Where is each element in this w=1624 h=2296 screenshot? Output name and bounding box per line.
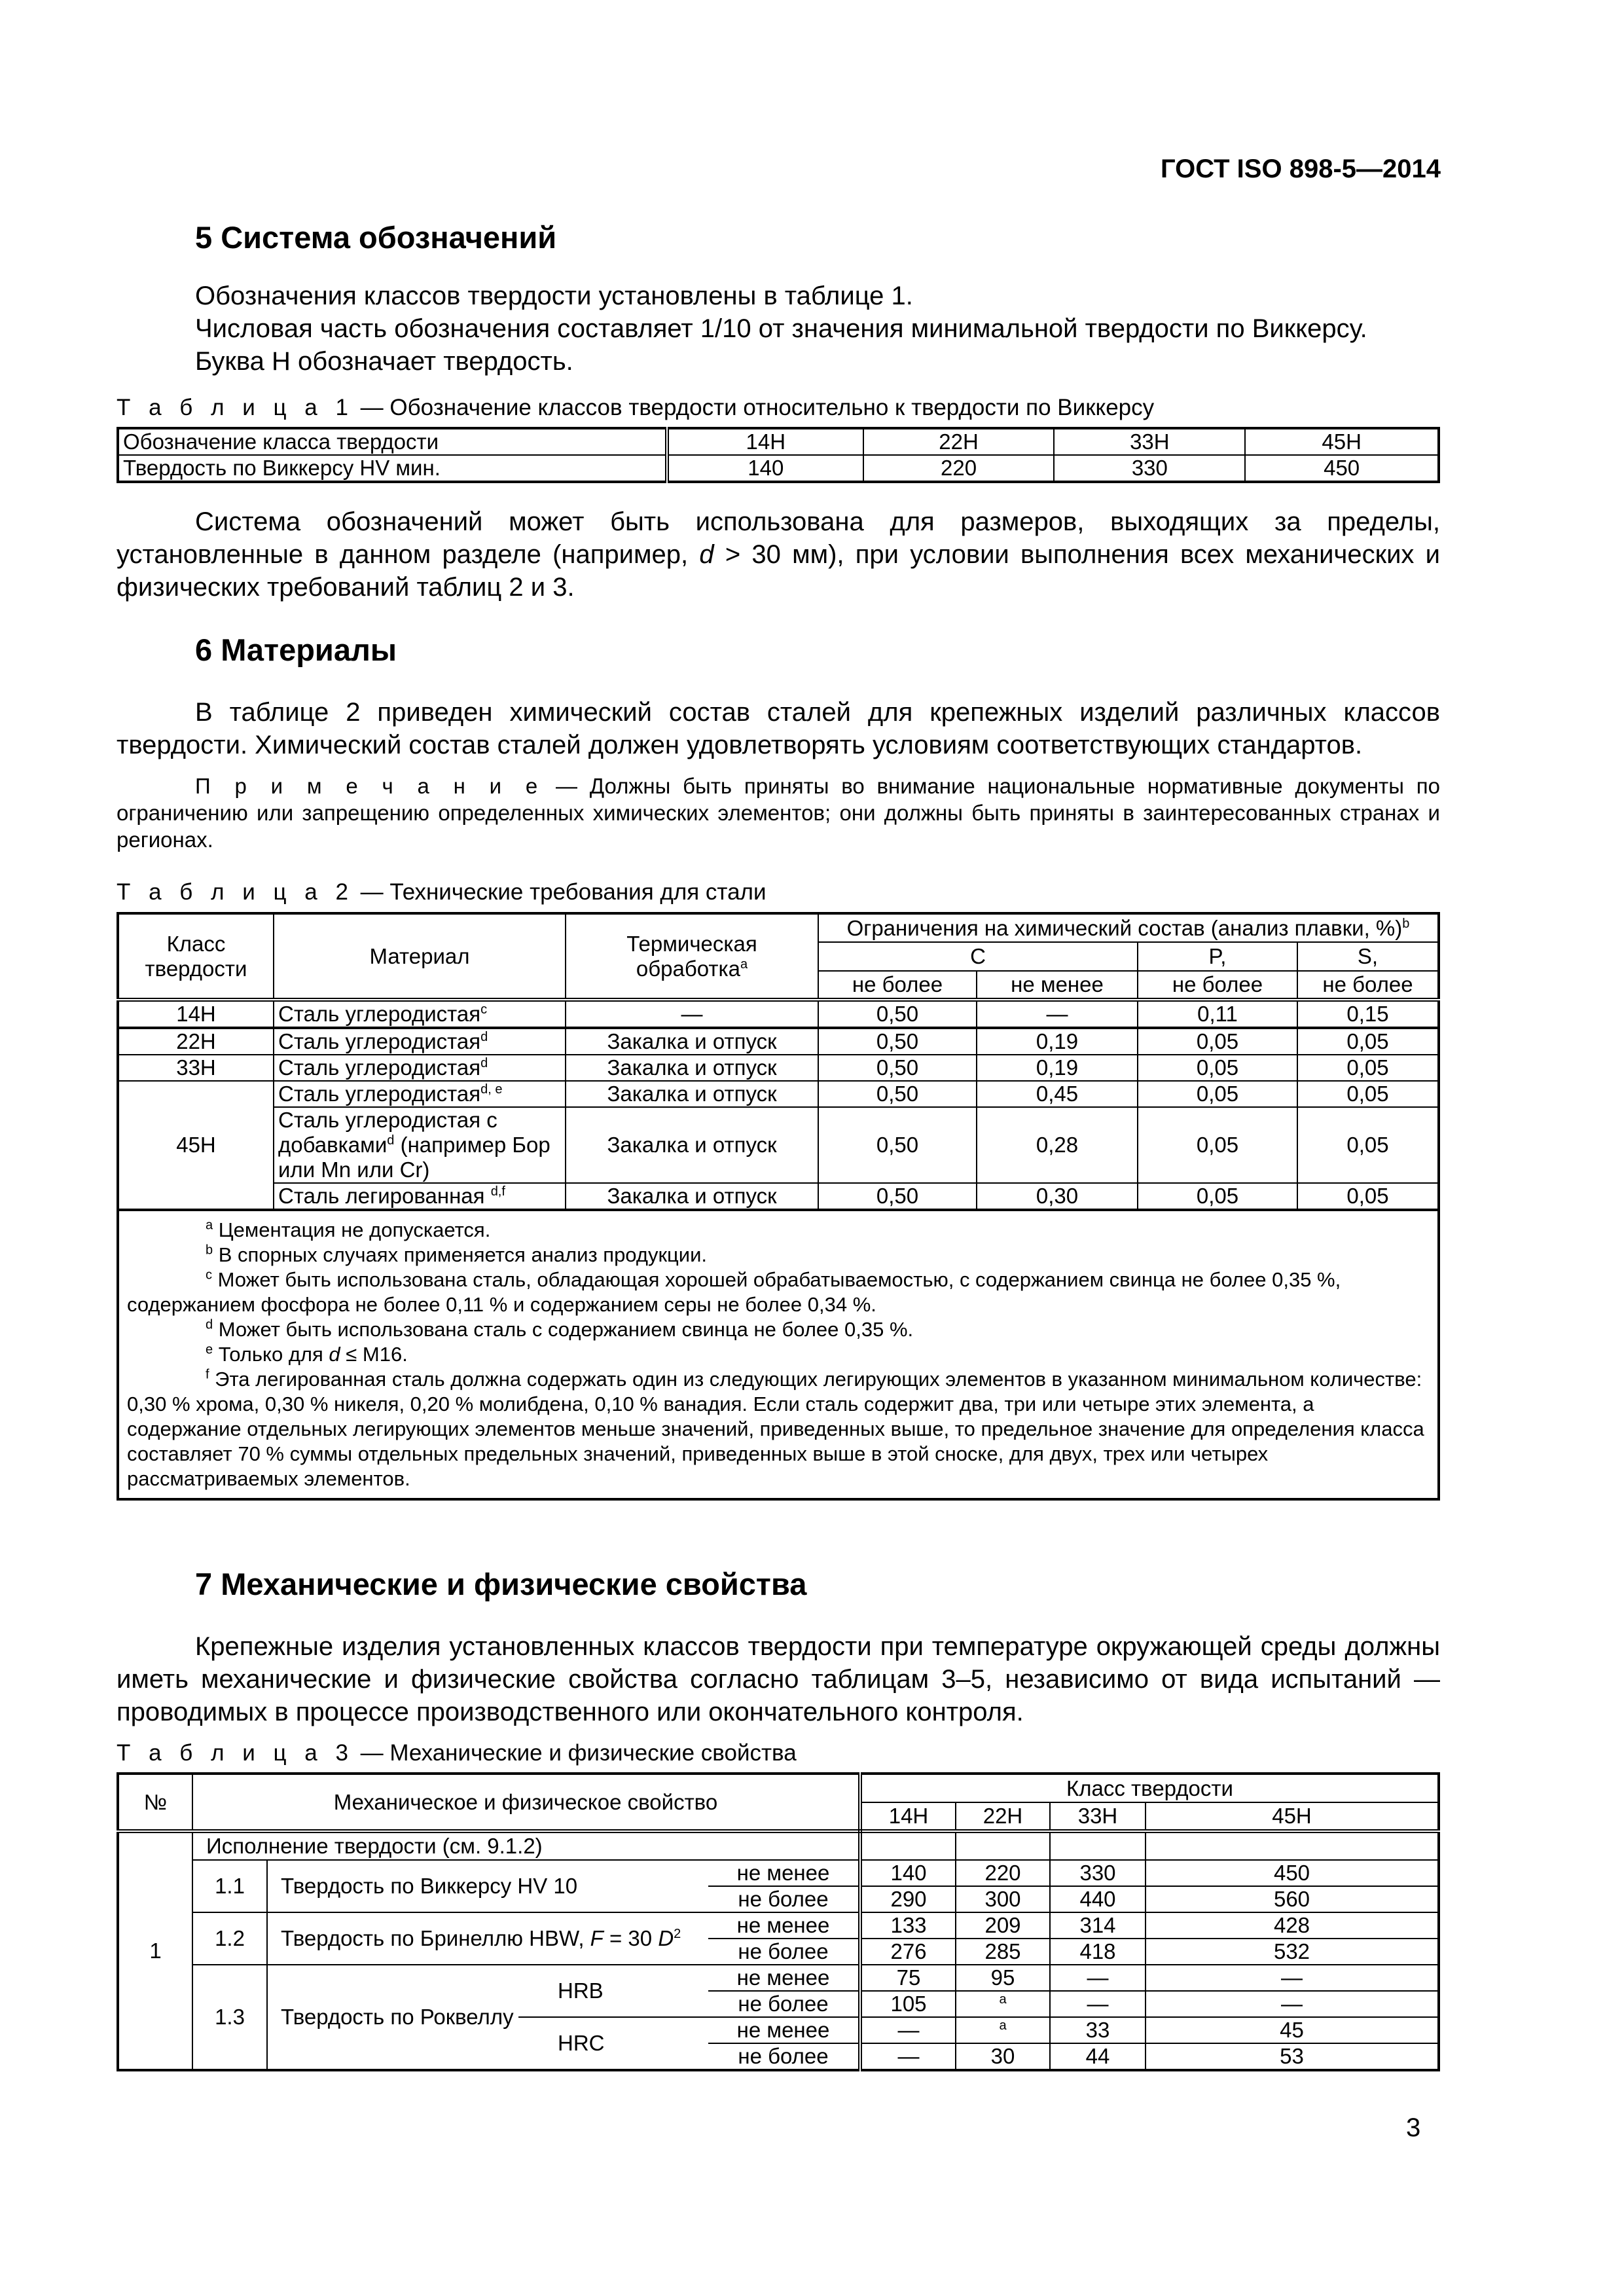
table-1 (117, 427, 1440, 483)
header-class: 45H (1146, 1802, 1439, 1831)
cell: 0,28 (977, 1107, 1138, 1183)
table-row (118, 1965, 1439, 1991)
cell-limit: не более (708, 1886, 860, 1912)
cell: — (1050, 1991, 1146, 2017)
section-5-intro (195, 280, 1440, 378)
cell-heat: Закалка и отпуск (566, 1028, 818, 1055)
cell: 0,05 (1138, 1028, 1297, 1055)
intro-line: Числовая часть обозначения составляет 1/10 от значения минимальной твердости по Виккерсу. (195, 314, 1367, 343)
header-heat-treatment: Термическая обработка$^a$ (566, 913, 818, 1000)
cell: 418 (1050, 1939, 1146, 1965)
cell: 0,05 (1297, 1055, 1439, 1081)
cell: 0,05 (1297, 1183, 1439, 1210)
cell: 95 (956, 1965, 1050, 1991)
cell: 0,05 (1297, 1028, 1439, 1055)
footnote: $^c$ Может быть использована сталь, обладающая хорошей обрабатываемостью, с содержанием свинца не более 0,35 %, содержанием фосфора не более 0,11 % и содержанием серы не более 0,34 %. (127, 1267, 1341, 1316)
cell: 0,30 (977, 1183, 1138, 1210)
cell: 140 (860, 1860, 956, 1886)
cell-limit: не более (708, 1939, 860, 1965)
cell: — (860, 2017, 956, 2043)
cell-material: Сталь углеродистая$^c$ (274, 1000, 566, 1028)
cell: 428 (1146, 1912, 1439, 1939)
table-row (118, 455, 1439, 482)
table-row (118, 1183, 1439, 1210)
cell: 14H (667, 428, 863, 455)
section-5-paragraph: Система обозначений может быть использована для размеров, выходящих за пределы, установленные в данном разделе (например, d > 30 мм), при условии выполнения всех механических и физических требований таблиц 2 и 3. (117, 507, 1440, 602)
table-row (118, 1107, 1439, 1183)
section-6-note: П р и м е ч а н и е — Должны быть приняты во внимание национальные нормативные документы по ограничению или запрещению определенных химических элементов; они должны быть приняты в заинтересованных странах и регионах. (117, 774, 1440, 852)
table-row (118, 428, 1439, 455)
cell-class: 14H (118, 1000, 274, 1028)
cell-material: Сталь углеродистая$^d$ (274, 1055, 566, 1081)
cell: 314 (1050, 1912, 1146, 1939)
cell-limit: не менее (708, 1965, 860, 1991)
cell: 75 (860, 1965, 956, 1991)
cell-empty (1050, 1831, 1146, 1860)
header-class: Класс твердости (118, 913, 274, 1000)
cell-heat: Закалка и отпуск (566, 1107, 818, 1183)
footnote: $^b$ В спорных случаях применяется анализ продукции. (206, 1243, 708, 1266)
cell: 140 (667, 455, 863, 482)
header-chem-limits: Ограничения на химический состав (анализ плавки, %)$^b$ (818, 913, 1439, 942)
cell: 30 (956, 2043, 1050, 2070)
cell: — (1146, 1965, 1439, 1991)
cell: 330 (1050, 1860, 1146, 1886)
table-row (118, 1055, 1439, 1081)
cell-item-no: 1.3 (192, 1965, 267, 2070)
cell: 45 (1146, 2017, 1439, 2043)
cell: 330 (1054, 455, 1245, 482)
cell: 33H (1054, 428, 1245, 455)
cell: 0,05 (1138, 1081, 1297, 1107)
cell: 0,45 (977, 1081, 1138, 1107)
cell: 0,50 (818, 1000, 977, 1028)
cell-heat: Закалка и отпуск (566, 1055, 818, 1081)
cell: 450 (1245, 455, 1439, 482)
cell-item-no: 1.2 (192, 1912, 267, 1965)
cell: 0,15 (1297, 1000, 1439, 1028)
cell: 220 (956, 1860, 1050, 1886)
cell: a (956, 1991, 1050, 2017)
cell-scale: HRB (518, 1965, 708, 2017)
intro-line: Буква Н обозначает твердость. (195, 347, 573, 376)
header-sub: не менее (977, 971, 1138, 1000)
cell-empty (860, 1831, 956, 1860)
cell-group-no: 1 (118, 1831, 192, 2070)
cell: 0,05 (1297, 1081, 1439, 1107)
cell: — (1050, 1965, 1146, 1991)
cell: 45H (1245, 428, 1439, 455)
cell-item-name: Твердость по Виккерсу HV 10 (267, 1860, 708, 1912)
cell: 0,11 (1138, 1000, 1297, 1028)
section-5-heading: 5 Система обозначений (195, 220, 557, 255)
header-class: 33H (1050, 1802, 1146, 1831)
cell: 0,50 (818, 1028, 977, 1055)
cell: 0,19 (977, 1028, 1138, 1055)
cell: 105 (860, 1991, 956, 2017)
cell-material: Сталь углеродистая с добавками$^d$ (например Бор или Mn или Cr) (274, 1107, 566, 1183)
cell-item-no: 1.1 (192, 1860, 267, 1912)
cell: 285 (956, 1939, 1050, 1965)
cell-class: 22H (118, 1028, 274, 1055)
header-p: P, (1138, 942, 1297, 971)
cell: 276 (860, 1939, 956, 1965)
row-label: Обозначение класса твердости (118, 428, 667, 455)
cell: 209 (956, 1912, 1050, 1939)
cell: 0,05 (1297, 1107, 1439, 1183)
cell: 450 (1146, 1860, 1439, 1886)
section-6-heading: 6 Материалы (195, 632, 397, 667)
cell: 440 (1050, 1886, 1146, 1912)
cell-item-name: Твердость по Бринеллю HBW, F = 30 $D^2$ (267, 1912, 708, 1965)
cell: 0,50 (818, 1081, 977, 1107)
cell-scale: HRC (518, 2017, 708, 2070)
cell-limit: не менее (708, 2017, 860, 2043)
cell-limit: не более (708, 1991, 860, 2017)
header-class: 22H (956, 1802, 1050, 1831)
row-label: Твердость по Виккерсу HV мин. (118, 455, 667, 482)
header-class-group: Класс твердости (860, 1774, 1439, 1802)
cell-heat: — (566, 1000, 818, 1028)
table-2-caption: Т а б л и ц а 2 — Технические требования для стали (117, 879, 767, 905)
cell: 0,50 (818, 1055, 977, 1081)
table-header-row (118, 1774, 1439, 1802)
cell-material: Сталь углеродистая$^d$ (274, 1028, 566, 1055)
footnote: $^d$ Может быть использована сталь с содержанием свинца не более 0,35 %. (206, 1317, 914, 1341)
table-3-caption: Т а б л и ц а 3 — Механические и физические свойства (117, 1740, 797, 1766)
cell: — (1146, 1991, 1439, 2017)
cell-heat: Закалка и отпуск (566, 1183, 818, 1210)
cell: 22H (863, 428, 1055, 455)
header-property: Механическое и физическое свойство (192, 1774, 860, 1831)
cell-class: 33H (118, 1055, 274, 1081)
cell-empty (1146, 1831, 1439, 1860)
intro-line: Обозначения классов твердости установлены в таблице 1. (195, 282, 913, 310)
cell-class: 45H (118, 1081, 274, 1210)
header-c: C (818, 942, 1138, 971)
header-no: № (118, 1774, 192, 1831)
cell: 44 (1050, 2043, 1146, 2070)
header-s: S, (1297, 942, 1439, 971)
cell: 33 (1050, 2017, 1146, 2043)
section-7-paragraph: Крепежные изделия установленных классов твердости при температуре окружающей среды должны иметь механические и физические свойства согласно таблицам 3–5, независимо от вида испытаний — проводимых в процессе производственного или окончательного контроля. (117, 1632, 1440, 1726)
cell-material: Сталь углеродистая$^{d, e}$ (274, 1081, 566, 1107)
cell: 532 (1146, 1939, 1439, 1965)
table-2 (117, 912, 1440, 1501)
cell-limit: не менее (708, 1860, 860, 1886)
table-row (118, 1000, 1439, 1028)
table-row (118, 1028, 1439, 1055)
footnote: $^f$ Эта легированная сталь должна содержать один из следующих легирующих элементов в указанном минимальном количестве: 0,30 % хрома, 0,30 % никеля, 0,20 % молибдена, 0,10 % ванадия. Если сталь содержит два, три или четыре этих элемента, а содержание отдельных легирующих элементов меньше значений, приведенных выше, то предельное значение для определения класса составляет 70 % суммы отдельных предельных значений, приведенных выше в этой сноске, для двух, трех или четырех рассматриваемых элементов. (127, 1367, 1424, 1490)
header-sub: не более (1297, 971, 1439, 1000)
table-1-caption: Т а б л и ц а 1 — Обозначение классов твердости относительно к твердости по Виккерсу (117, 395, 1155, 420)
table-footnotes (118, 1210, 1439, 1499)
table-row (118, 1912, 1439, 1939)
cell: 0,05 (1138, 1055, 1297, 1081)
cell: — (977, 1000, 1138, 1028)
table-row (118, 1831, 1439, 1860)
header-sub: не более (1138, 971, 1297, 1000)
table-row (118, 1081, 1439, 1107)
table-header-row (118, 913, 1439, 942)
page-number: 3 (1406, 2113, 1421, 2142)
table-3 (117, 1772, 1440, 2071)
footnote: $^e$ Только для d ≤ M16. (206, 1342, 408, 1366)
footnotes-cell (118, 1210, 1439, 1499)
cell-material: Сталь легированная $^{d,f}$ (274, 1183, 566, 1210)
cell: 133 (860, 1912, 956, 1939)
document-code: ГОСТ ISO 898-5—2014 (1160, 155, 1441, 183)
footnote: $^a$ Цементация не допускается. (206, 1218, 491, 1241)
header-sub: не более (818, 971, 977, 1000)
cell-limit: не более (708, 2043, 860, 2070)
section-6-paragraph: В таблице 2 приведен химический состав сталей для крепежных изделий различных классов твердости. Химический состав сталей должен удовлетворять условиям соответствующих стандартов. (117, 698, 1440, 759)
cell-heat: Закалка и отпуск (566, 1081, 818, 1107)
header-material: Материал (274, 913, 566, 1000)
cell: 0,05 (1138, 1107, 1297, 1183)
cell: a (956, 2017, 1050, 2043)
header-class: 14H (860, 1802, 956, 1831)
cell: 300 (956, 1886, 1050, 1912)
cell: 560 (1146, 1886, 1439, 1912)
cell: 0,50 (818, 1107, 977, 1183)
cell: 220 (863, 455, 1055, 482)
cell: 290 (860, 1886, 956, 1912)
cell-empty (956, 1831, 1050, 1860)
cell: 0,05 (1138, 1183, 1297, 1210)
cell-item-name: Твердость по Роквеллу (267, 1965, 518, 2070)
cell: — (860, 2043, 956, 2070)
table-row (118, 1860, 1439, 1886)
cell: 53 (1146, 2043, 1439, 2070)
cell: 0,50 (818, 1183, 977, 1210)
section-7-heading: 7 Механические и физические свойства (195, 1567, 807, 1601)
cell: 0,19 (977, 1055, 1138, 1081)
cell-group-title: Исполнение твердости (см. 9.1.2) (192, 1831, 860, 1860)
cell-limit: не менее (708, 1912, 860, 1939)
